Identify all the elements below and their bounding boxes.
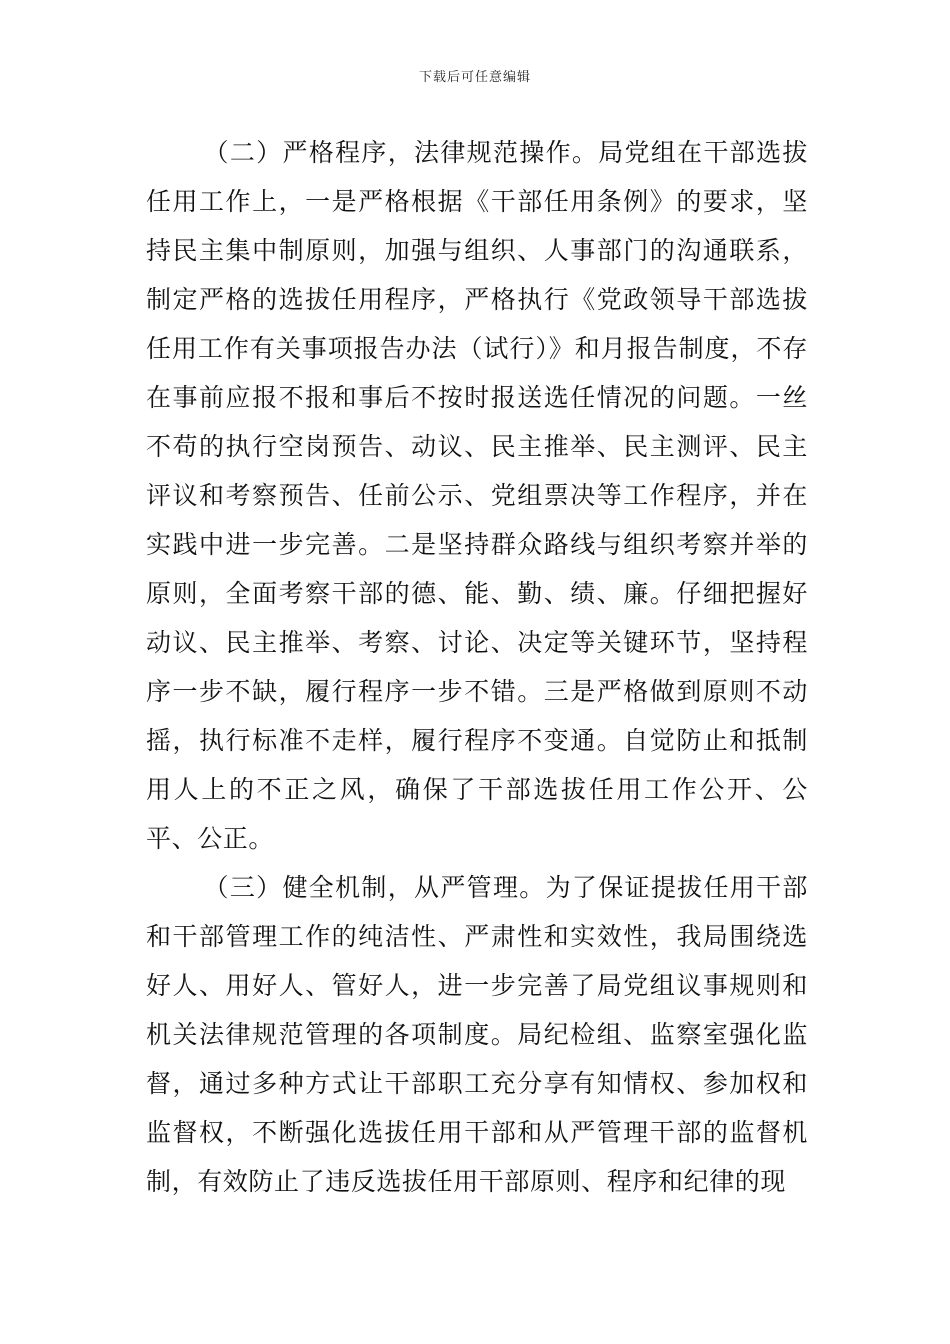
paragraph-section-2: （二）严格程序，法律规范操作。局党组在干部选拔任用工作上，一是严格根据《干部任用条例》的要求，坚持民主集中制原则，加强与组织、人事部门的沟通联系，制定严格的选拔任用程序，严格执行《党政领导干部选拔任用工作有关事项报告办法（试行）》和月报告制度，不存在事前应报不报和事后不按时报送选任情况的问题。一丝不苟的执行空岗预告、动议、民主推举、民主测评、民主评议和考察预告、任前公示、党组票决等工作程序，并在实践中进一步完善。二是坚持群众路线与组织考察并举的原则，全面考察干部的德、能、勤、绩、廉。仔细把握好动议、民主推举、考察、讨论、决定等关键环节，坚持程序一步不缺，履行程序一步不错。三是严格做到原则不动摇，执行标准不走样，履行程序不变通。自觉防止和抵制用人上的不正之风，确保了干部选拔任用工作公开、公平、公正。 <box>146 138 808 853</box>
page-header: 下载后可任意编辑 <box>418 70 531 85</box>
document-body <box>146 128 808 1206</box>
paragraph-section-3: （三）健全机制，从严管理。为了保证提拔任用干部和干部管理工作的纯洁性、严肃性和实效性，我局围绕选好人、用好人、管好人，进一步完善了局党组议事规则和机关法律规范管理的各项制度。局纪检组、监察室强化监督，通过多种方式让干部职工充分享有知情权、参加权和监督权，不断强化选拔任用干部和从严管理干部的监督机制，有效防止了违反选拔任用干部原则、程序和纪律的现 <box>146 873 808 1196</box>
